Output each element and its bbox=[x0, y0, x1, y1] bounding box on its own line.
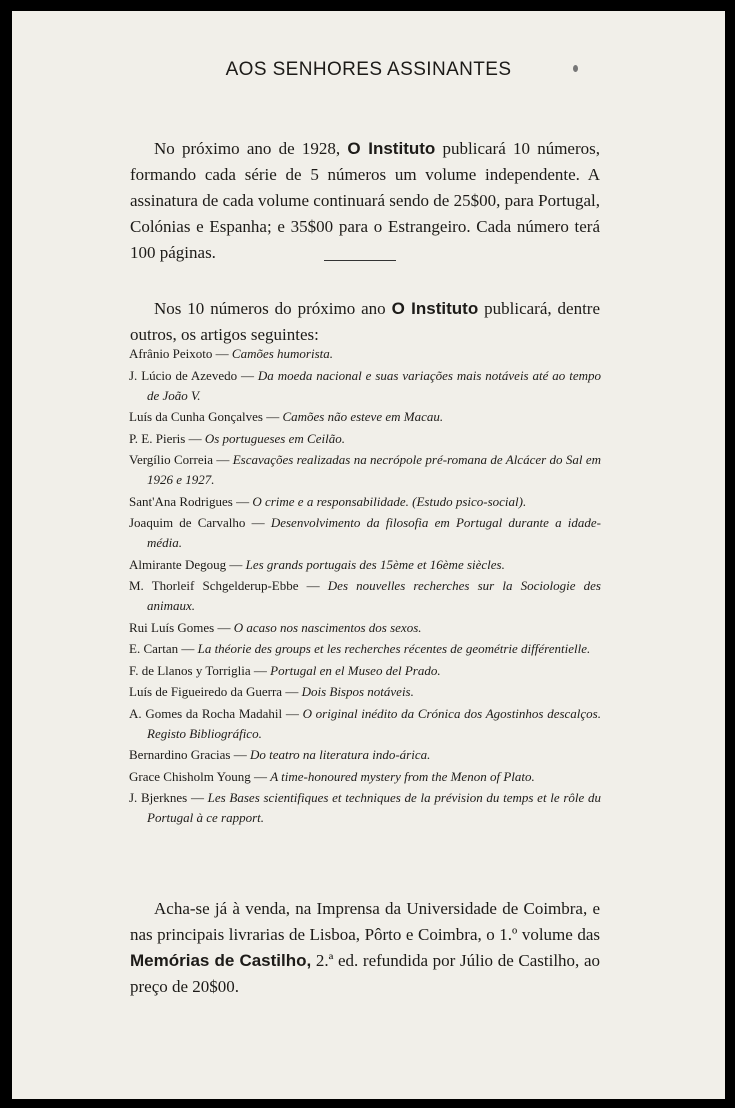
article-title: Portugal en el Museo del Prado. bbox=[270, 662, 441, 678]
article-author: Almirante Degoug bbox=[129, 556, 227, 572]
article-title: Do teatro na literatura indo-árica. bbox=[249, 747, 431, 762]
article-title: Les Bases scientifiques et techniques de la prévision du temps et le rôle du Portugal à ce rapport. bbox=[147, 790, 601, 825]
author-title-separator: — bbox=[282, 684, 302, 699]
author-title-separator: — bbox=[214, 619, 234, 635]
book-title: Memórias de Castilho, bbox=[130, 951, 312, 970]
author-title-separator: — bbox=[230, 747, 250, 762]
article-author: Luís da Cunha Gonçalves bbox=[129, 409, 263, 424]
ink-speck bbox=[573, 65, 578, 72]
article-title: Da moeda nacional e suas variações mais notáveis até ao tempo de João V. bbox=[147, 367, 601, 403]
author-title-separator: — bbox=[250, 662, 271, 678]
sale-paragraph bbox=[130, 896, 600, 1000]
article-title: Escavações realizadas na necrópole pré-romana de Alcácer do Sal em 1926 e 1927. bbox=[147, 452, 601, 487]
article-list bbox=[129, 344, 601, 830]
article-title: La théorie des groups et les recherches récentes de geométrie différentielle. bbox=[197, 641, 591, 656]
article-title: A time-honoured mystery from the Menon of Plato. bbox=[270, 768, 535, 784]
article-entry bbox=[129, 745, 601, 765]
article-author: A. Gomes da Rocha Madahil bbox=[129, 705, 283, 721]
author-title-separator: — bbox=[237, 367, 258, 383]
article-entry bbox=[129, 618, 601, 638]
article-entry bbox=[129, 639, 601, 659]
article-title: Desenvolvimento da filosofia em Portugal durante a idade-média. bbox=[147, 515, 601, 550]
article-entry bbox=[129, 576, 601, 616]
article-title: O original inédito da Crónica dos Agostinhos descalços. Registo Bibliográfico. bbox=[147, 705, 601, 741]
author-title-separator: — bbox=[185, 430, 205, 446]
document-page bbox=[12, 11, 725, 1099]
article-entry bbox=[129, 767, 601, 787]
section-divider bbox=[324, 260, 396, 261]
article-entry bbox=[129, 450, 601, 490]
author-title-separator: — bbox=[262, 409, 283, 424]
intro-text-start: No próximo ano de 1928, bbox=[154, 139, 348, 158]
article-author: F. de Llanos y Torriglia bbox=[129, 662, 251, 678]
article-entry bbox=[129, 429, 601, 449]
article-title: O acaso nos nascimentos dos sexos. bbox=[233, 619, 422, 635]
subscription-paragraph bbox=[130, 136, 600, 266]
author-title-separator: — bbox=[178, 641, 198, 656]
article-author: M. Thorleif Schgelderup-Ebbe bbox=[129, 578, 299, 593]
article-title: Camões não esteve em Macau. bbox=[282, 409, 444, 424]
article-entry bbox=[129, 344, 601, 364]
author-title-separator: — bbox=[187, 790, 208, 805]
article-author: Luís de Figueiredo da Guerra bbox=[129, 684, 283, 699]
article-author: Rui Luís Gomes bbox=[129, 619, 215, 635]
article-author: P. E. Pieris bbox=[129, 430, 186, 446]
journal-name: O Instituto bbox=[347, 139, 436, 158]
author-title-separator: — bbox=[245, 515, 271, 530]
author-title-separator: — bbox=[212, 452, 233, 467]
author-title-separator: — bbox=[282, 705, 303, 721]
article-author: Bernardino Gracias bbox=[129, 747, 231, 762]
author-title-separator: — bbox=[212, 346, 232, 361]
article-entry bbox=[129, 704, 601, 744]
sale-text-end: 2.ª ed. refundida por Júlio de Castilho, ao preço de 20$00. bbox=[130, 951, 601, 996]
article-entry bbox=[129, 366, 601, 406]
author-title-separator: — bbox=[232, 493, 253, 509]
article-author: Afrânio Peixoto bbox=[129, 346, 213, 361]
lead-text-end: publicará, dentre outros, os artigos seguintes: bbox=[130, 299, 601, 344]
article-title: Dois Bispos notáveis. bbox=[301, 684, 414, 699]
article-entry bbox=[129, 407, 601, 427]
article-entry bbox=[129, 788, 601, 828]
article-title: Os portugueses em Ceilão. bbox=[204, 430, 345, 446]
author-title-separator: — bbox=[250, 768, 271, 784]
article-title: Les grands portugais des 15ème et 16ème siècles. bbox=[245, 556, 505, 572]
lead-text-start: Nos 10 números do próximo ano bbox=[154, 299, 392, 318]
article-entry bbox=[129, 513, 601, 553]
article-title: Camões humorista. bbox=[231, 346, 334, 361]
article-author: Sant'Ana Rodrigues bbox=[129, 493, 233, 509]
articles-intro-paragraph bbox=[130, 296, 600, 348]
sale-text-start: Acha-se já à venda, na Imprensa da Universidade de Coimbra, e nas principais livrarias de Lisboa, Pôrto e Coimbra, o 1.º volume das bbox=[130, 899, 600, 944]
article-entry bbox=[129, 661, 601, 681]
article-entry bbox=[129, 555, 601, 575]
article-author: Joaquim de Carvalho bbox=[129, 515, 246, 530]
journal-name: O Instituto bbox=[391, 299, 479, 318]
article-title: O crime e a responsabilidade. (Estudo psico-social). bbox=[252, 493, 527, 509]
page-title: AOS SENHORES ASSINANTES bbox=[225, 59, 512, 80]
article-author: E. Cartan bbox=[129, 641, 179, 656]
article-author: Grace Chisholm Young bbox=[129, 768, 251, 784]
article-author: Vergílio Correia bbox=[129, 452, 213, 467]
article-author: J. Bjerknes bbox=[129, 790, 188, 805]
article-author: J. Lúcio de Azevedo bbox=[129, 367, 238, 383]
intro-text-end: publicará 10 números, formando cada série de 5 números um volume independente. A assinatura de cada volume continuará sendo de 25$00, para Portugal, Colónias e Espanha; e 35$00 para o Estrangeiro. Cada número terá 100 páginas. bbox=[130, 139, 600, 262]
article-entry bbox=[129, 682, 601, 702]
author-title-separator: — bbox=[298, 578, 328, 593]
article-title: Des nouvelles recherches sur la Sociologie des animaux. bbox=[147, 578, 601, 613]
author-title-separator: — bbox=[226, 556, 246, 572]
article-entry bbox=[129, 492, 601, 512]
